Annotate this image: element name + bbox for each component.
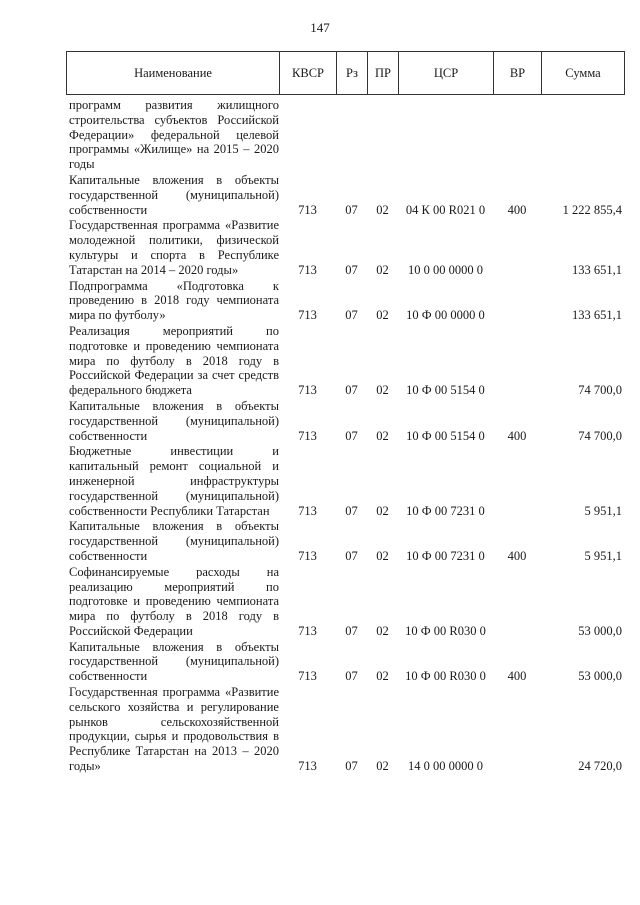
row-csr: 04 К 00 R021 0 xyxy=(405,202,486,217)
table-header xyxy=(66,51,625,95)
column-header-rz: Рз xyxy=(337,52,368,95)
row-csr: 10 Ф 00 R030 0 xyxy=(405,669,486,684)
row-pr: 02 xyxy=(376,383,389,398)
table-row xyxy=(66,444,624,518)
row-csr: 10 Ф 00 7231 0 xyxy=(406,548,485,563)
row-name: Софинансируемые расходы на реализацию мероприятий по подготовке и проведению чемпионата мира по футболу в 2018 году в Российской Федерации xyxy=(69,564,279,638)
table-row xyxy=(66,519,624,563)
table-body xyxy=(66,98,624,774)
column-header-kvsr: КВСР xyxy=(280,52,337,95)
row-vr: 400 xyxy=(507,202,527,217)
row-kvsr: 713 xyxy=(298,308,317,323)
row-name: Капитальные вложения в объекты государственной (муниципальной) собственности xyxy=(69,519,279,563)
row-rz: 07 xyxy=(345,428,358,443)
table-row xyxy=(66,279,624,323)
row-kvsr: 713 xyxy=(298,428,317,443)
row-csr: 10 Ф 00 5154 0 xyxy=(406,383,485,398)
table-row xyxy=(66,685,624,774)
row-vr: 400 xyxy=(507,669,527,684)
column-header-sum: Сумма xyxy=(542,52,625,95)
row-csr: 10 0 00 0000 0 xyxy=(408,262,483,277)
row-rz: 07 xyxy=(345,262,358,277)
row-name: Бюджетные инвестиции и капитальный ремонт социальной и инженерной инфраструктуры государственной (муниципальной) собственности Республики Татарстан xyxy=(69,444,279,518)
row-rz: 07 xyxy=(345,503,358,518)
row-kvsr: 713 xyxy=(298,202,317,217)
row-name: Государственная программа «Развитие сельского хозяйства и регулирование рынков сельскохозяйственной продукции, сырья и продовольствия в Республике Татарстан на 2013 – 2020 годы» xyxy=(69,685,279,774)
row-name: Капитальные вложения в объекты государственной (муниципальной) собственности xyxy=(69,398,279,443)
row-sum: 53 000,0 xyxy=(578,623,622,638)
row-pr: 02 xyxy=(376,548,389,563)
row-rz: 07 xyxy=(345,383,358,398)
row-pr: 02 xyxy=(376,503,389,518)
column-header-vr: ВР xyxy=(494,52,542,95)
table-row xyxy=(66,218,624,277)
row-name: Капитальные вложения в объекты государственной (муниципальной) собственности xyxy=(69,639,279,684)
row-pr: 02 xyxy=(376,669,389,684)
column-header-pr: ПР xyxy=(368,52,399,95)
row-pr: 02 xyxy=(376,308,389,323)
column-header-csr: ЦСР xyxy=(399,52,494,95)
row-kvsr: 713 xyxy=(298,669,317,684)
table-row xyxy=(66,173,624,217)
row-name: Капитальные вложения в объекты государственной (муниципальной) собственности xyxy=(69,172,279,217)
row-vr: 400 xyxy=(507,428,527,443)
column-header-name: Наименование xyxy=(67,52,280,95)
row-rz: 07 xyxy=(345,759,358,774)
table-row xyxy=(66,640,624,684)
row-kvsr: 713 xyxy=(298,548,317,563)
row-rz: 07 xyxy=(345,202,358,217)
row-rz: 07 xyxy=(345,623,358,638)
table-row xyxy=(66,324,624,398)
row-sum: 133 651,1 xyxy=(572,308,622,323)
row-sum: 74 700,0 xyxy=(578,383,622,398)
row-rz: 07 xyxy=(345,308,358,323)
row-pr: 02 xyxy=(376,262,389,277)
page-number: 147 xyxy=(310,20,330,35)
row-rz: 07 xyxy=(345,548,358,563)
row-pr: 02 xyxy=(376,202,389,217)
row-name: Реализация мероприятий по подготовке и проведению чемпионата мира по футболу в 2018 году в Российской Федерации за счет средств федерального бюджета xyxy=(69,323,279,398)
row-sum: 5 951,1 xyxy=(584,503,622,518)
row-csr: 10 Ф 00 5154 0 xyxy=(406,428,485,443)
row-csr: 10 Ф 00 0000 0 xyxy=(406,308,485,323)
row-csr: 10 Ф 00 R030 0 xyxy=(405,623,486,638)
row-kvsr: 713 xyxy=(298,383,317,398)
row-name: Государственная программа «Развитие молодежной политики, физической культуры и спорта в Республике Татарстан на 2014 – 2020 годы» xyxy=(69,218,279,277)
row-sum: 24 720,0 xyxy=(578,759,622,774)
row-vr: 400 xyxy=(507,548,527,563)
row-sum: 1 222 855,4 xyxy=(562,202,622,217)
row-pr: 02 xyxy=(376,759,389,774)
row-pr: 02 xyxy=(376,623,389,638)
row-kvsr: 713 xyxy=(298,759,317,774)
row-sum: 74 700,0 xyxy=(578,428,622,443)
row-kvsr: 713 xyxy=(298,262,317,277)
row-name: программ развития жилищного строительства субъектов Российской Федерации» федеральной целевой программы «Жилище» на 2015 – 2020 годы xyxy=(69,98,279,172)
row-name: Подпрограмма «Подготовка к проведению в 2018 году чемпионата мира по футболу» xyxy=(69,278,279,323)
row-rz: 07 xyxy=(345,669,358,684)
row-kvsr: 713 xyxy=(298,623,317,638)
row-kvsr: 713 xyxy=(298,503,317,518)
table-row xyxy=(66,399,624,443)
row-sum: 5 951,1 xyxy=(584,548,622,563)
row-sum: 133 651,1 xyxy=(572,262,622,277)
row-csr: 10 Ф 00 7231 0 xyxy=(406,503,485,518)
row-sum: 53 000,0 xyxy=(578,669,622,684)
row-csr: 14 0 00 0000 0 xyxy=(408,759,483,774)
table-row xyxy=(66,565,624,639)
table-row xyxy=(66,98,624,172)
row-pr: 02 xyxy=(376,428,389,443)
